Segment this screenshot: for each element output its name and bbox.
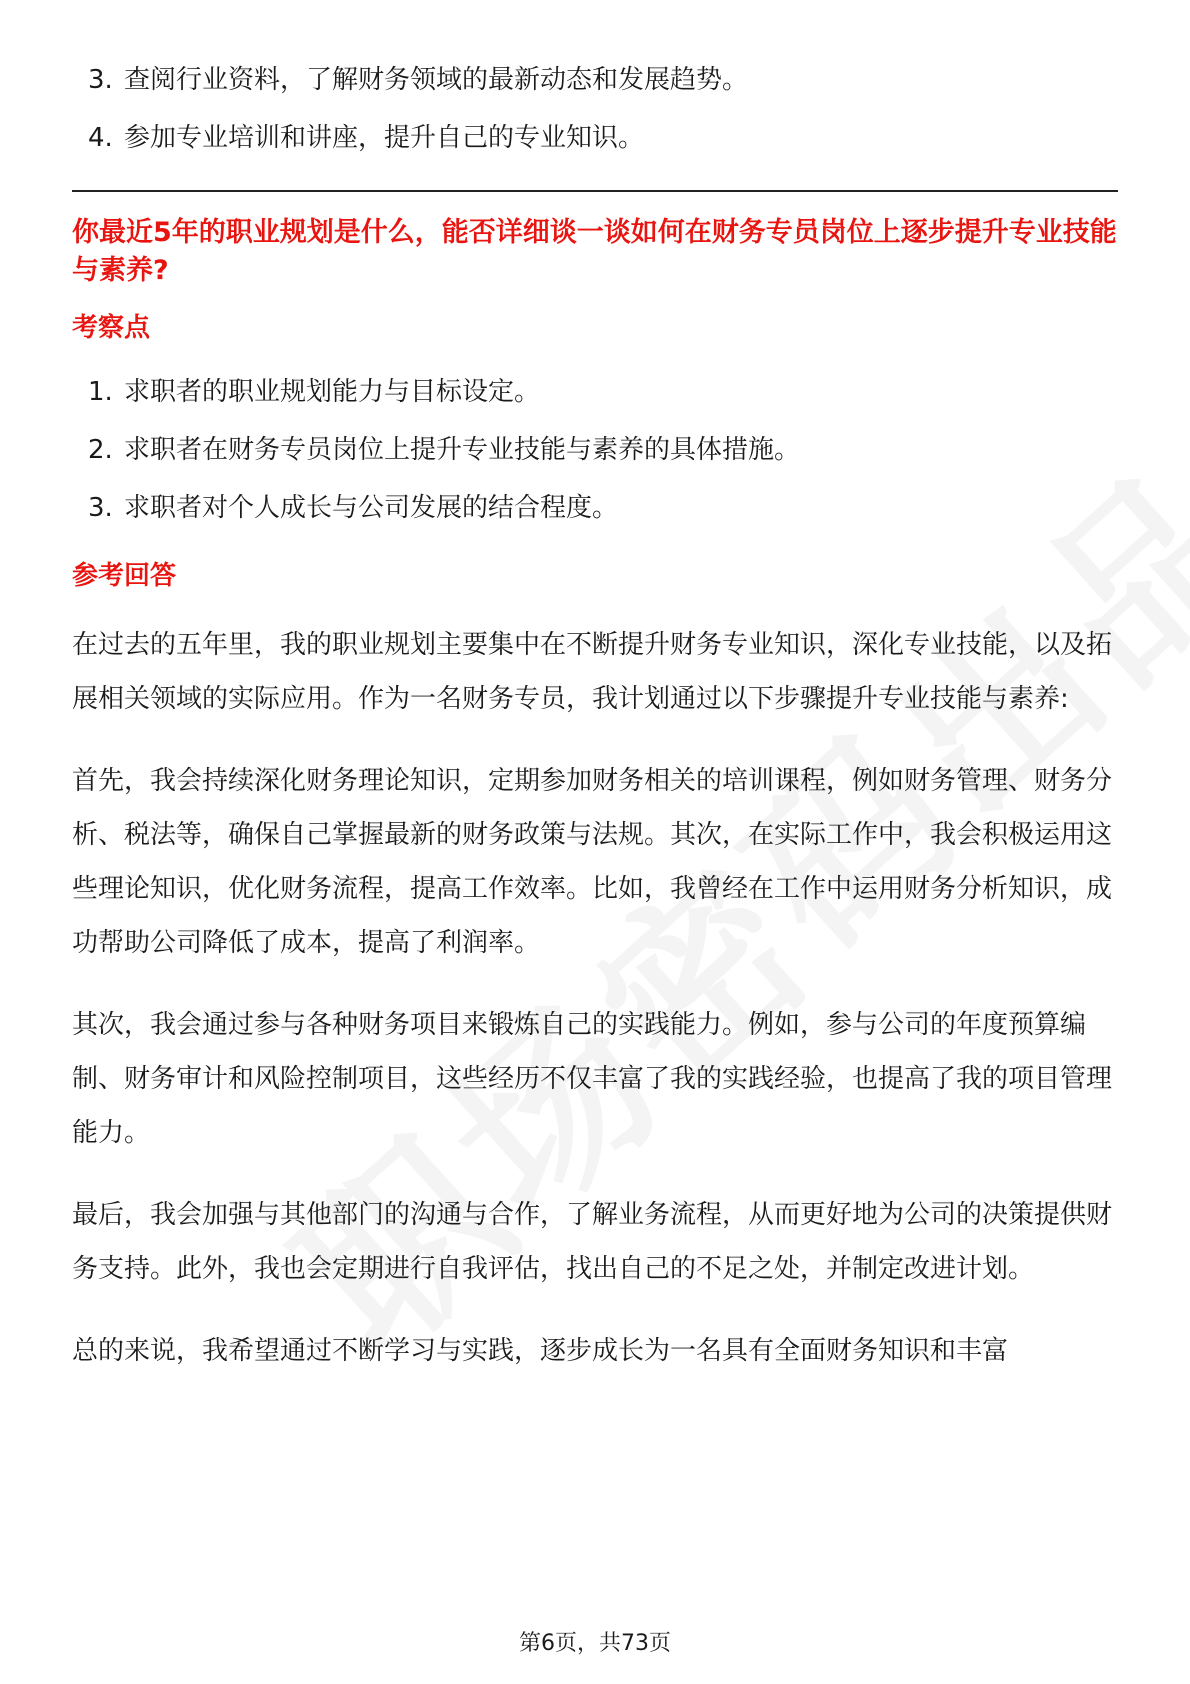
top-list [72, 58, 1118, 160]
list-item: 4. 参加专业培训和讲座，提升自己的专业知识。 [88, 123, 645, 153]
answer-paragraph: 最后，我会加强与其他部门的沟通与合作，了解业务流程，从而更好地为公司的决策提供财务支持。此外，我也会定期进行自我评估，找出自己的不足之处，并制定改进计划。 [72, 1200, 1113, 1284]
question-heading: 你最近5年的职业规划是什么，能否详细谈一谈如何在财务专员岗位上逐步提升专业技能与素养? [72, 217, 1117, 286]
list-item: 3. 求职者对个人成长与公司发展的结合程度。 [88, 493, 619, 523]
answer-paragraph: 在过去的五年里，我的职业规划主要集中在不断提升财务专业知识，深化专业技能，以及拓展相关领域的实际应用。作为一名财务专员，我计划通过以下步骤提升专业技能与素养: [72, 630, 1113, 714]
answer-paragraph: 其次，我会通过参与各种财务项目来锻炼自己的实践能力。例如，参与公司的年度预算编制、财务审计和风险控制项目，这些经历不仅丰富了我的实践经验，也提高了我的项目管理能力。 [72, 1010, 1113, 1148]
page-footer: 第6页，共73页 [519, 1631, 671, 1656]
list-item: 3. 查阅行业资料，了解财务领域的最新动态和发展趋势。 [88, 65, 749, 95]
list-item: 1. 求职者的职业规划能力与目标设定。 [88, 377, 541, 407]
page-content [72, 58, 1118, 1406]
divider [72, 190, 1118, 192]
kaocha-title: 考察点 [72, 313, 151, 343]
answer-paragraph: 总的来说，我希望通过不断学习与实践，逐步成长为一名具有全面财务知识和丰富 [72, 1336, 1009, 1366]
list-item: 2. 求职者在财务专员岗位上提升专业技能与素养的具体措施。 [88, 435, 801, 465]
kaocha-list [72, 370, 1118, 530]
answer-paragraph: 首先，我会持续深化财务理论知识，定期参加财务相关的培训课程，例如财务管理、财务分析、税法等，确保自己掌握最新的财务政策与法规。其次，在实际工作中，我会积极运用这些理论知识，优化财务流程，提高工作效率。比如，我曾经在工作中运用财务分析知识，成功帮助公司降低了成本，提高了利润率。 [72, 766, 1113, 958]
answer-title: 参考回答 [72, 561, 177, 591]
